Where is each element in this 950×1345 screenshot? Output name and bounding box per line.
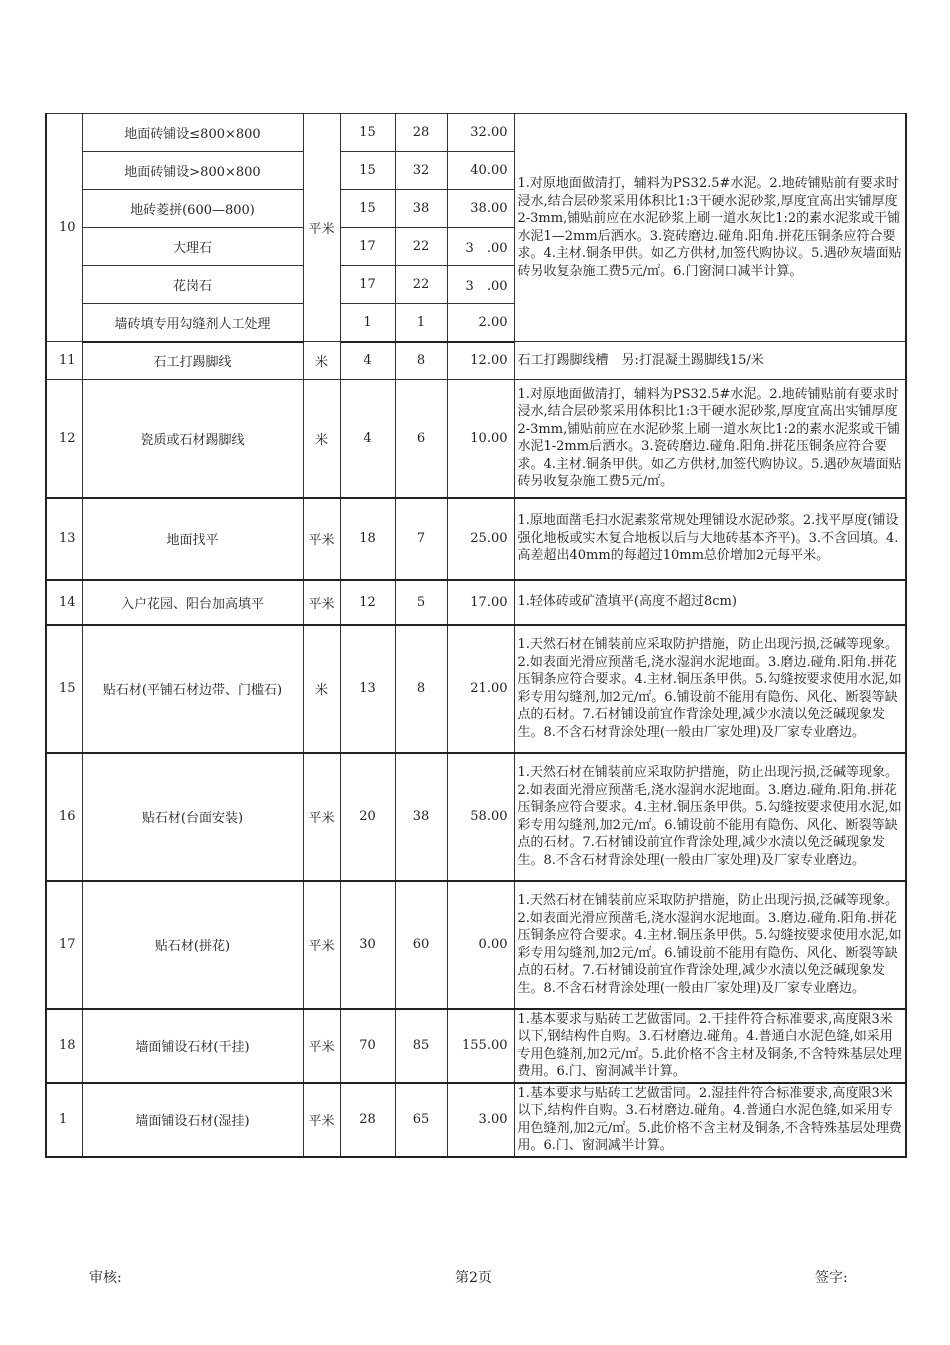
item-name: 地面砖铺设>800×800 (82, 152, 303, 190)
description: 1.对原地面做清打，辅料为PS32.5#水泥。2.地砖铺贴前有要求时浸水,结合层砂浆采用体积比1:3干硬水泥砂浆,厚度宜高出实铺厚度2-3mm,铺贴前应在水泥砂浆上刷一道水灰比1:2的素水泥浆或干铺水泥1—2mm后洒水。3.瓷砖磨边.碰角.阳角.拼花压铜条应符合要求。4.主材.铜条甲供。如乙方供材,加签代购协议。5.遇砂灰墙面贴砖另收复杂施工费5元/㎡。6.门窗洞口减半计算。 (514, 114, 906, 342)
material-cost: 60 (395, 881, 447, 1009)
labor-cost: 17 (340, 228, 395, 266)
description: 1.天然石材在铺装前应采取防护措施，防止出现污损,泛碱等现象。2.如表面光滑应预凿毛,浇水湿润水泥地面。3.磨边.碰角.阳角.拼花压铜条应符合要求。4.主材.铜压条甲供。5.勾缝按要求使用水泥,如彩专用勾缝剂,加2元/㎡。6.铺设前不能用有隐伤、风化、断裂等缺点的石材。7.石材铺设前宜作背涂处理,减少水渍以免泛碱现象发生。8.不含石材背涂处理(一般由厂家处理)及厂家专业磨边。 (514, 881, 906, 1009)
unit-cell: 米 (303, 380, 340, 498)
table-row (46, 625, 906, 753)
unit-price: 40.00 (447, 152, 514, 190)
description: 1.基本要求与贴砖工艺做雷同。2.干挂件符合标准要求,高度限3米以下,钢结构件自购。3.石材磨边.碰角。4.普通白水泥色缝,如采用专用色缝剂,加2元/㎡。5.此价格不含主材及铜条,不含特殊基层处理费用。6.门、窗洞减半计算。 (514, 1009, 906, 1083)
description: 1.天然石材在铺装前应采取防护措施，防止出现污损,泛碱等现象。2.如表面光滑应预凿毛,浇水湿润水泥地面。3.磨边.碰角.阳角.拼花压铜条应符合要求。4.主材.铜压条甲供。5.勾缝按要求使用水泥,如彩专用勾缝剂,加2元/㎡。6.铺设前不能用有隐伤、风化、断裂等缺点的石材。7.石材铺设前宜作背涂处理,减少水渍以免泛碱现象发生。8.不含石材背涂处理(一般由厂家处理)及厂家专业磨边。 (514, 753, 906, 881)
item-name: 入户花园、阳台加高填平 (82, 580, 303, 625)
item-name: 贴石材(拼花) (82, 881, 303, 1009)
row-number: 13 (46, 498, 82, 580)
labor-cost: 1 (340, 304, 395, 342)
description: 1.对原地面做清打，辅料为PS32.5#水泥。2.地砖铺贴前有要求时浸水,结合层砂浆采用体积比1:3干硬水泥砂浆,厚度宜高出实铺厚度2-3mm,铺贴前应在水泥砂浆上刷一道水灰比1:2的素水泥浆或干铺水泥1-2mm后洒水。3.瓷砖磨边.碰角.阳角.拼花压铜条应符合要求。4.主材.铜条甲供。如乙方供材,加签代购协议。5.遇砂灰墙面贴砖另收复杂施工费5元/㎡。 (514, 380, 906, 498)
labor-cost: 70 (340, 1009, 395, 1083)
unit-cell: 米 (303, 342, 340, 380)
page-number: 第2页 (455, 1270, 492, 1286)
item-name: 地面找平 (82, 498, 303, 580)
item-name: 地面砖铺设≤800×800 (82, 114, 303, 152)
material-cost: 32 (395, 152, 447, 190)
material-cost: 28 (395, 114, 447, 152)
material-cost: 8 (395, 625, 447, 753)
unit-cell: 平米 (303, 498, 340, 580)
labor-cost: 13 (340, 625, 395, 753)
material-cost: 38 (395, 190, 447, 228)
row-number: 1 (46, 1083, 82, 1157)
labor-cost: 15 (340, 152, 395, 190)
labor-cost: 15 (340, 190, 395, 228)
unit-price: 155.00 (447, 1009, 514, 1083)
unit-cell: 平米 (303, 114, 340, 342)
unit-cell: 米 (303, 625, 340, 753)
unit-price: 12.00 (447, 342, 514, 380)
material-cost: 22 (395, 266, 447, 304)
item-name: 贴石材(平铺石材边带、门槛石) (82, 625, 303, 753)
row-number: 18 (46, 1009, 82, 1083)
unit-price: 25.00 (447, 498, 514, 580)
unit-cell: 平米 (303, 753, 340, 881)
description: 1.原地面凿毛扫水泥素浆常规处理铺设水泥砂浆。2.找平厚度(铺设强化地板或实木复合地板以后与大地砖基本齐平)。3.不含回填。4.高差超出40mm的每超过10mm总价增加2元每平米。 (514, 498, 906, 580)
material-cost: 22 (395, 228, 447, 266)
table-row (46, 380, 906, 498)
table-row (46, 498, 906, 580)
table-row (46, 114, 906, 152)
unit-cell: 平米 (303, 1009, 340, 1083)
item-name: 大理石 (82, 228, 303, 266)
row-number: 11 (46, 342, 82, 380)
unit-price: 0.00 (447, 881, 514, 1009)
labor-cost: 30 (340, 881, 395, 1009)
labor-cost: 20 (340, 753, 395, 881)
labor-cost: 4 (340, 380, 395, 498)
unit-price: 2.00 (447, 304, 514, 342)
material-cost: 7 (395, 498, 447, 580)
labor-cost: 18 (340, 498, 395, 580)
table-row (46, 342, 906, 380)
row-number: 12 (46, 380, 82, 498)
row-number: 15 (46, 625, 82, 753)
row-number: 10 (46, 114, 82, 342)
unit-cell: 平米 (303, 580, 340, 625)
table-row (46, 1083, 906, 1157)
unit-cell: 平米 (303, 1083, 340, 1157)
description: 1.轻体砖或矿渣填平(高度不超过8cm) (514, 580, 906, 625)
table-row (46, 753, 906, 881)
labor-cost: 17 (340, 266, 395, 304)
table-row (46, 881, 906, 1009)
material-cost: 6 (395, 380, 447, 498)
review-label: 审核: (89, 1270, 122, 1286)
unit-price: 21.00 (447, 625, 514, 753)
item-name: 墙面铺设石材(干挂) (82, 1009, 303, 1083)
quote-table (45, 113, 907, 1158)
item-name: 墙面铺设石材(湿挂) (82, 1083, 303, 1157)
item-name: 墙砖填专用勾缝剂人工处理 (82, 304, 303, 342)
item-name: 贴石材(台面安装) (82, 753, 303, 881)
labor-cost: 12 (340, 580, 395, 625)
sign-label: 签字: (815, 1270, 848, 1286)
row-number: 16 (46, 753, 82, 881)
item-name: 瓷质或石材踢脚线 (82, 380, 303, 498)
labor-cost: 4 (340, 342, 395, 380)
unit-price: 3 .00 (447, 228, 514, 266)
description: 石工打踢脚线槽 另:打混凝土踢脚线15/米 (514, 342, 906, 380)
material-cost: 5 (395, 580, 447, 625)
unit-price: 38.00 (447, 190, 514, 228)
unit-price: 10.00 (447, 380, 514, 498)
row-number: 14 (46, 580, 82, 625)
item-name: 花岗石 (82, 266, 303, 304)
item-name: 地砖菱拼(600—800) (82, 190, 303, 228)
unit-price: 17.00 (447, 580, 514, 625)
material-cost: 85 (395, 1009, 447, 1083)
description: 1.天然石材在铺装前应采取防护措施，防止出现污损,泛碱等现象。2.如表面光滑应预凿毛,浇水湿润水泥地面。3.磨边.碰角.阳角.拼花压铜条应符合要求。4.主材.铜压条甲供。5.勾缝按要求使用水泥,如彩专用勾缝剂,加2元/㎡。6.铺设前不能用有隐伤、风化、断裂等缺点的石材。7.石材铺设前宜作背涂处理,减少水渍以免泛碱现象发生。8.不含石材背涂处理(一般由厂家处理)及厂家专业磨边。 (514, 625, 906, 753)
unit-cell: 平米 (303, 881, 340, 1009)
table-row (46, 580, 906, 625)
material-cost: 38 (395, 753, 447, 881)
item-name: 石工打踢脚线 (82, 342, 303, 380)
material-cost: 65 (395, 1083, 447, 1157)
row-number: 17 (46, 881, 82, 1009)
material-cost: 8 (395, 342, 447, 380)
unit-price: 32.00 (447, 114, 514, 152)
unit-price: 3.00 (447, 1083, 514, 1157)
description: 1.基本要求与贴砖工艺做雷同。2.湿挂件符合标准要求,高度限3米以下,结构件自购。3.石材磨边.碰角。4.普通白水泥色缝,如采用专用色缝剂,加2元/㎡。5.此价格不含主材及铜条,不含特殊基层处理费用。6.门、窗洞减半计算。 (514, 1083, 906, 1157)
unit-price: 3 .00 (447, 266, 514, 304)
unit-price: 58.00 (447, 753, 514, 881)
labor-cost: 28 (340, 1083, 395, 1157)
labor-cost: 15 (340, 114, 395, 152)
table-row (46, 1009, 906, 1083)
material-cost: 1 (395, 304, 447, 342)
